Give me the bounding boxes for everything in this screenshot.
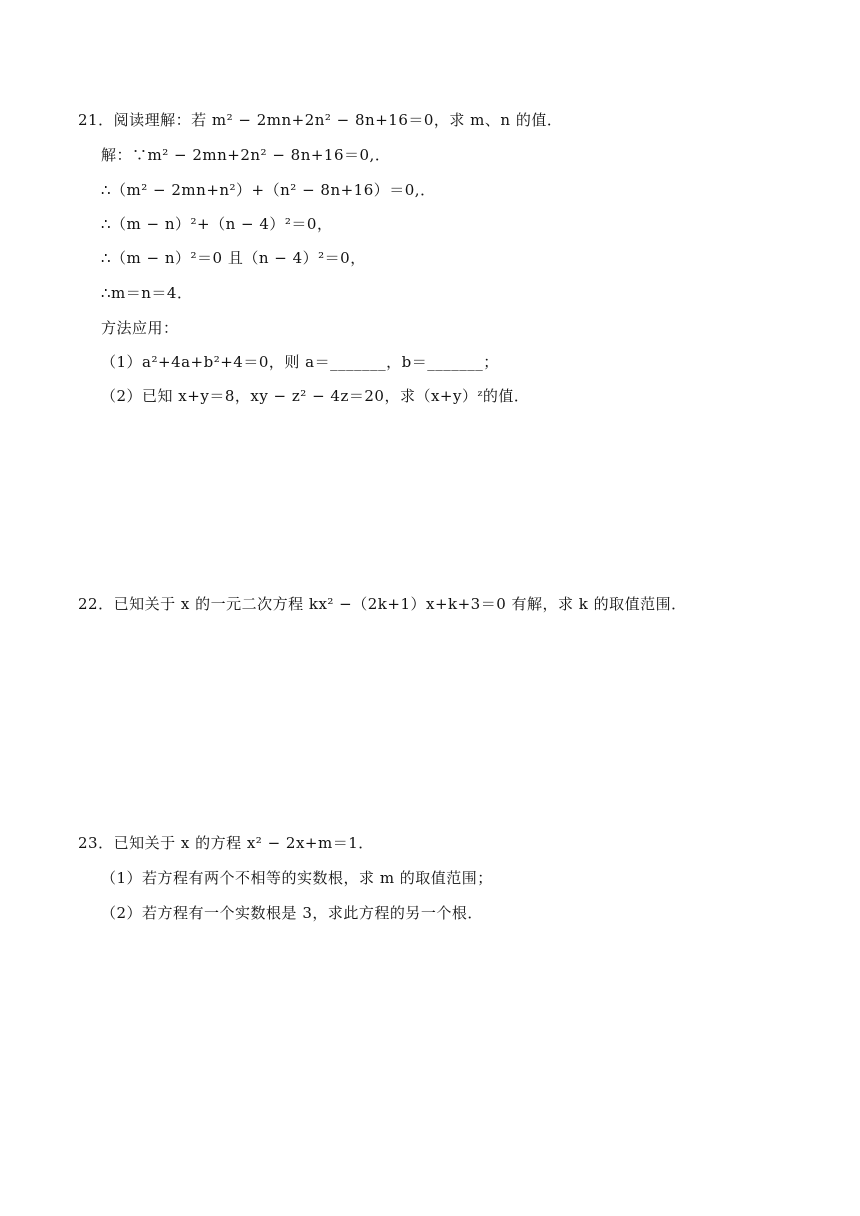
problem-23-statement: 23．已知关于 x 的方程 x² − 2x+m＝1． [78,834,374,852]
solution-line-3: ∴（m − n）²+（n − 4）²＝0， [101,215,333,233]
problem-22-statement: 22．已知关于 x 的一元二次方程 kx² −（2k+1）x+k+3＝0 有解，求 k 的取值范围． [78,595,687,613]
problem-23-part-2: （2）若方程有一个实数根是 3，求此方程的另一个根． [101,904,483,922]
problem-23-part-1: （1）若方程有两个不相等的实数根，求 m 的取值范围； [101,869,493,887]
solution-line-1: 解：∵m² − 2mn+2n² − 8n+16＝0,． [101,146,391,164]
method-heading: 方法应用： [101,319,179,337]
solution-line-4: ∴（m − n）²＝0 且（n − 4）²＝0， [101,249,366,267]
solution-line-2: ∴（m² − 2mn+n²）+（n² − 8n+16）＝0,． [101,181,436,199]
sub-question-2: （2）已知 x+y＝8，xy − z² − 4z＝20，求（x+y）ᶻ的值． [101,387,530,405]
problem-21-statement: 21．阅读理解：若 m² − 2mn+2n² − 8n+16＝0，求 m、n 的值． [78,111,563,129]
sub-question-1: （1）a²+4a+b²+4＝0，则 a＝_______，b＝_______； [101,353,499,371]
solution-conclusion: ∴m＝n＝4． [101,284,193,302]
